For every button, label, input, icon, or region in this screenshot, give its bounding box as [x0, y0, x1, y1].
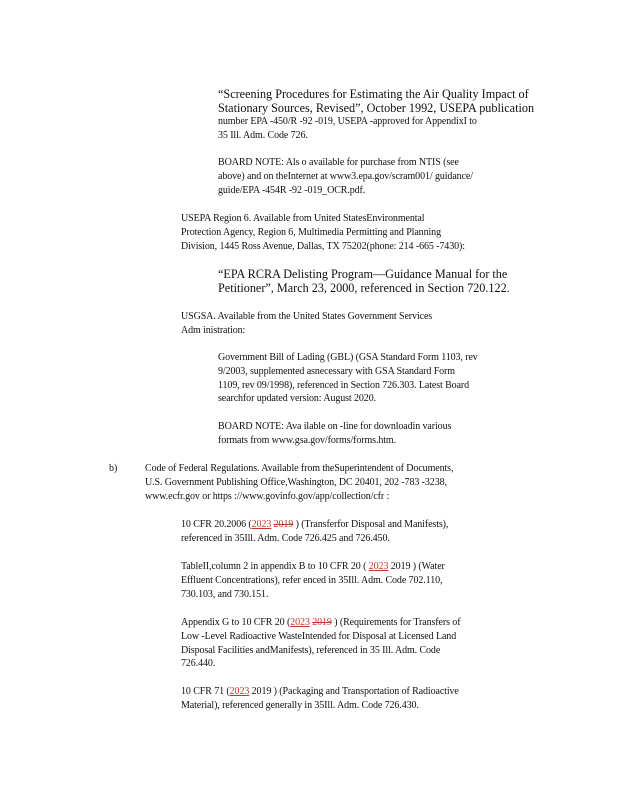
rcra-delisting-line1: “EPA RCRA Delisting Program—Guidance Manual for the — [218, 267, 508, 281]
rcra-delisting-entry — [218, 267, 530, 295]
table-ii-entry — [181, 560, 521, 601]
board-note-gsa — [218, 420, 508, 448]
cfr-71-line2: Material), referenced generally in 35Ill. Adm. Code 726.430. — [181, 699, 419, 711]
revision-delete: 2019 — [312, 617, 332, 628]
board-note-1-line3: guide/EPA -454R -92 -019_OCR.pdf. — [218, 184, 366, 196]
usgsa-line1: USGSA. Available from the United States Government Services — [181, 311, 433, 322]
rcra-delisting-line2: Petitioner”, March 23, 2000, referenced in Section 720.122. — [218, 281, 510, 296]
usepa-region6-line1: USEPA Region 6. Available from United StatesEnvironmental — [181, 213, 425, 224]
cfr-line3: www.ecfr.gov or https ://www.govinfo.gov/app/collection/cfr : — [145, 490, 390, 502]
screening-line3: number EPA -450/R -92 -019, USEPA -approved for AppendixI to — [218, 116, 477, 128]
cfr-20-2006-line1: 10 CFR 20.2006 (2023 2019 ) (Transferfor Disposal and Manifests), — [181, 519, 449, 530]
usepa-region6-line2: Protection Agency, Region 6, Multimedia Permitting and Planning — [181, 226, 441, 238]
usepa-region6-entry — [181, 212, 531, 253]
screening-title-line2: Stationary Sources, Revised”, October 1992, USEPA publication — [218, 101, 535, 116]
cfr-line2: U.S. Government Publishing Office,Washington, DC 20401, 202 -783 -3238, — [145, 476, 447, 488]
board-note-2-line2: formats from www.gsa.gov/forms/forms.htm. — [218, 434, 397, 446]
appendix-g-line3: Disposal Facilities andManifests), referenced in 35 Ill. Adm. Code — [181, 644, 441, 656]
screening-title-line1: “Screening Procedures for Estimating the Air Quality Impact of — [218, 87, 529, 101]
gbl-line4: searchfor updated version: August 2020. — [218, 393, 377, 405]
revision-delete: 2019 — [273, 519, 294, 530]
list-label-b: b) — [109, 463, 118, 474]
cfr-entry — [145, 462, 523, 503]
cfr-20-2006-line2: referenced in 35Ill. Adm. Code 726.425 and 726.450. — [181, 532, 390, 544]
revision-insert: 2023 — [368, 561, 389, 572]
gbl-line3: 1109, rev 09/1998), referenced in Section 726.303. Latest Board — [218, 379, 470, 391]
revision-insert: 2023 — [229, 686, 250, 697]
screening-line4: 35 Ill. Adm. Code 726. — [218, 130, 308, 142]
gbl-line1: Government Bill of Lading (GBL) (GSA Standard Form 1103, rev — [218, 352, 478, 363]
board-note-2-line1: BOARD NOTE: Ava ilable on -line for downloadin various — [218, 421, 452, 432]
cfr-71-line1: 10 CFR 71 (2023 2019 ) (Packaging and Transportation of Radioactive — [181, 686, 459, 697]
gbl-entry — [218, 351, 532, 406]
revision-insert: 2023 — [290, 617, 310, 628]
board-note-ntis — [218, 156, 530, 197]
appendix-g-entry — [181, 616, 523, 671]
usgsa-entry — [181, 310, 491, 338]
cfr-line1: Code of Federal Regulations. Available from theSuperintendent of Documents, — [145, 463, 454, 474]
board-note-1-line1: BOARD NOTE: Als o available for purchase from NTIS (see — [218, 157, 459, 168]
table-ii-line1: TableII,column 2 in appendix B to 10 CFR 20 ( 2023 2019 ) (Water — [181, 561, 445, 572]
usepa-region6-line3: Division, 1445 Ross Avenue, Dallas, TX 75202(phone: 214 -665 -7430): — [181, 240, 465, 252]
cfr-71-entry — [181, 685, 511, 713]
screening-procedures-entry — [218, 87, 535, 143]
board-note-1-line2: above) and on theInternet at www3.epa.gov/scram001/ guidance/ — [218, 170, 473, 182]
revision-insert: 2023 — [251, 519, 272, 530]
appendix-g-line4: 726.440. — [181, 658, 216, 670]
gbl-line2: 9/2003, supplemented asnecessary with GSA Standard Form — [218, 365, 455, 377]
table-ii-line3: 730.103, and 730.151. — [181, 588, 269, 600]
usgsa-line2: Adm inistration: — [181, 324, 246, 336]
table-ii-line2: Effluent Concentrations), refer enced in 35Ill. Adm. Code 702.110, — [181, 574, 443, 586]
cfr-20-2006-entry — [181, 518, 501, 546]
appendix-g-line2: Low -Level Radioactive WasteIntended for Disposal at Licensed Land — [181, 630, 457, 642]
appendix-g-line1: Appendix G to 10 CFR 20 (2023 2019 ) (Requirements for Transfers of — [181, 617, 461, 628]
